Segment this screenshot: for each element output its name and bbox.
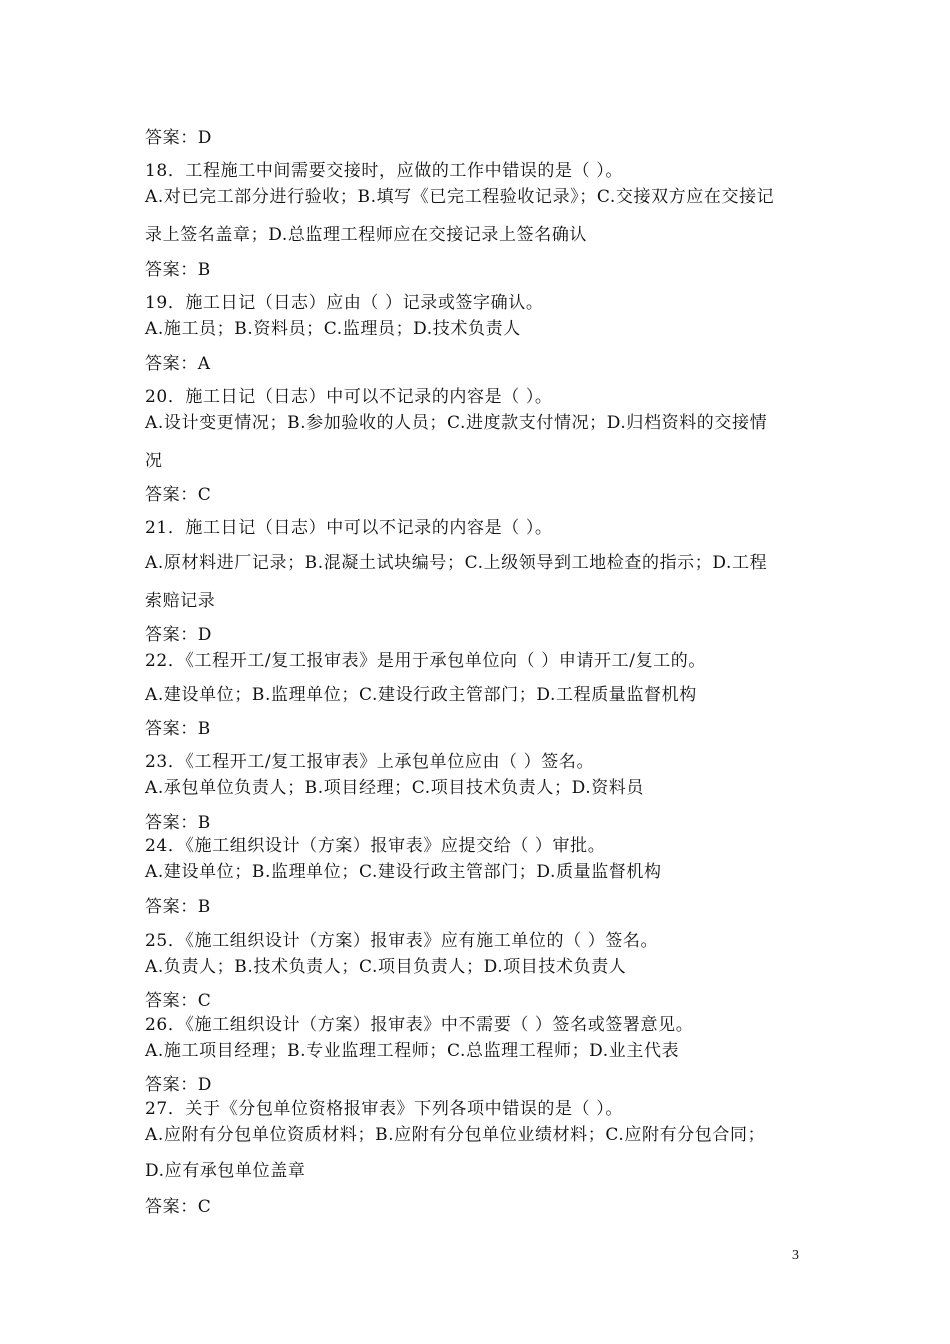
options-line: D.应有承包单位盖章 [145, 1161, 306, 1181]
options-line: A.设计变更情况；B.参加验收的人员；C.进度款支付情况；D.归档资料的交接情 [145, 413, 768, 433]
question-line: 18．工程施工中间需要交接时，应做的工作中错误的是（ ）。 [145, 161, 623, 181]
answer-line: 答案：B [145, 719, 211, 739]
question-line: 24．《施工组织设计（方案）报审表》应提交给（ ）审批。 [145, 836, 606, 856]
answer-line: 答案：C [145, 1197, 212, 1217]
options-line: A.施工项目经理；B.专业监理工程师；C.总监理工程师；D.业主代表 [145, 1041, 680, 1061]
answer-line: 答案：B [145, 260, 211, 280]
question-line: 25．《施工组织设计（方案）报审表》应有施工单位的（ ）签名。 [145, 931, 659, 951]
question-line: 22．《工程开工/复工报审表》是用于承包单位向（ ）申请开工/复工的。 [145, 651, 706, 671]
answer-line: 答案：C [145, 485, 212, 505]
question-line: 20．施工日记（日志）中可以不记录的内容是（ ）。 [145, 387, 553, 407]
question-line: 23．《工程开工/复工报审表》上承包单位应由（ ）签名。 [145, 752, 595, 772]
question-line: 21．施工日记（日志）中可以不记录的内容是（ ）。 [145, 518, 553, 538]
page-number: 3 [792, 1248, 800, 1263]
options-line: 况 [145, 451, 163, 471]
answer-line: 答案：A [145, 354, 211, 374]
answer-line: 答案：B [145, 897, 211, 917]
question-line: 26．《施工组织设计（方案）报审表》中不需要（ ）签名或签署意见。 [145, 1015, 694, 1035]
answer-line: 答案：D [145, 128, 213, 148]
options-line: A.施工员；B.资料员；C.监理员；D.技术负责人 [145, 319, 521, 339]
options-line: A.建设单位；B.监理单位；C.建设行政主管部门；D.质量监督机构 [145, 862, 662, 882]
answer-line: 答案：D [145, 625, 213, 645]
options-line: 录上签名盖章；D.总监理工程师应在交接记录上签名确认 [145, 225, 588, 245]
options-line: 索赔记录 [145, 591, 216, 611]
answer-line: 答案：B [145, 813, 211, 833]
answer-line: 答案：C [145, 991, 212, 1011]
options-line: A.负责人；B.技术负责人；C.项目负责人；D.项目技术负责人 [145, 957, 627, 977]
options-line: A.建设单位；B.监理单位；C.建设行政主管部门；D.工程质量监督机构 [145, 685, 697, 705]
options-line: A.承包单位负责人；B.项目经理；C.项目技术负责人；D.资料员 [145, 778, 645, 798]
options-line: A.原材料进厂记录；B.混凝土试块编号；C.上级领导到工地检查的指示；D.工程 [145, 553, 768, 573]
answer-line: 答案：D [145, 1075, 213, 1095]
options-line: A.应附有分包单位资质材料；B.应附有分包单位业绩材料；C.应附有分包合同； [145, 1125, 766, 1145]
options-line: A.对已完工部分进行验收；B.填写《已完工程验收记录》；C.交接双方应在交接记 [145, 187, 775, 207]
question-line: 19．施工日记（日志）应由（ ）记录或签字确认。 [145, 293, 544, 313]
question-line: 27．关于《分包单位资格报审表》下列各项中错误的是（ ）。 [145, 1099, 623, 1119]
